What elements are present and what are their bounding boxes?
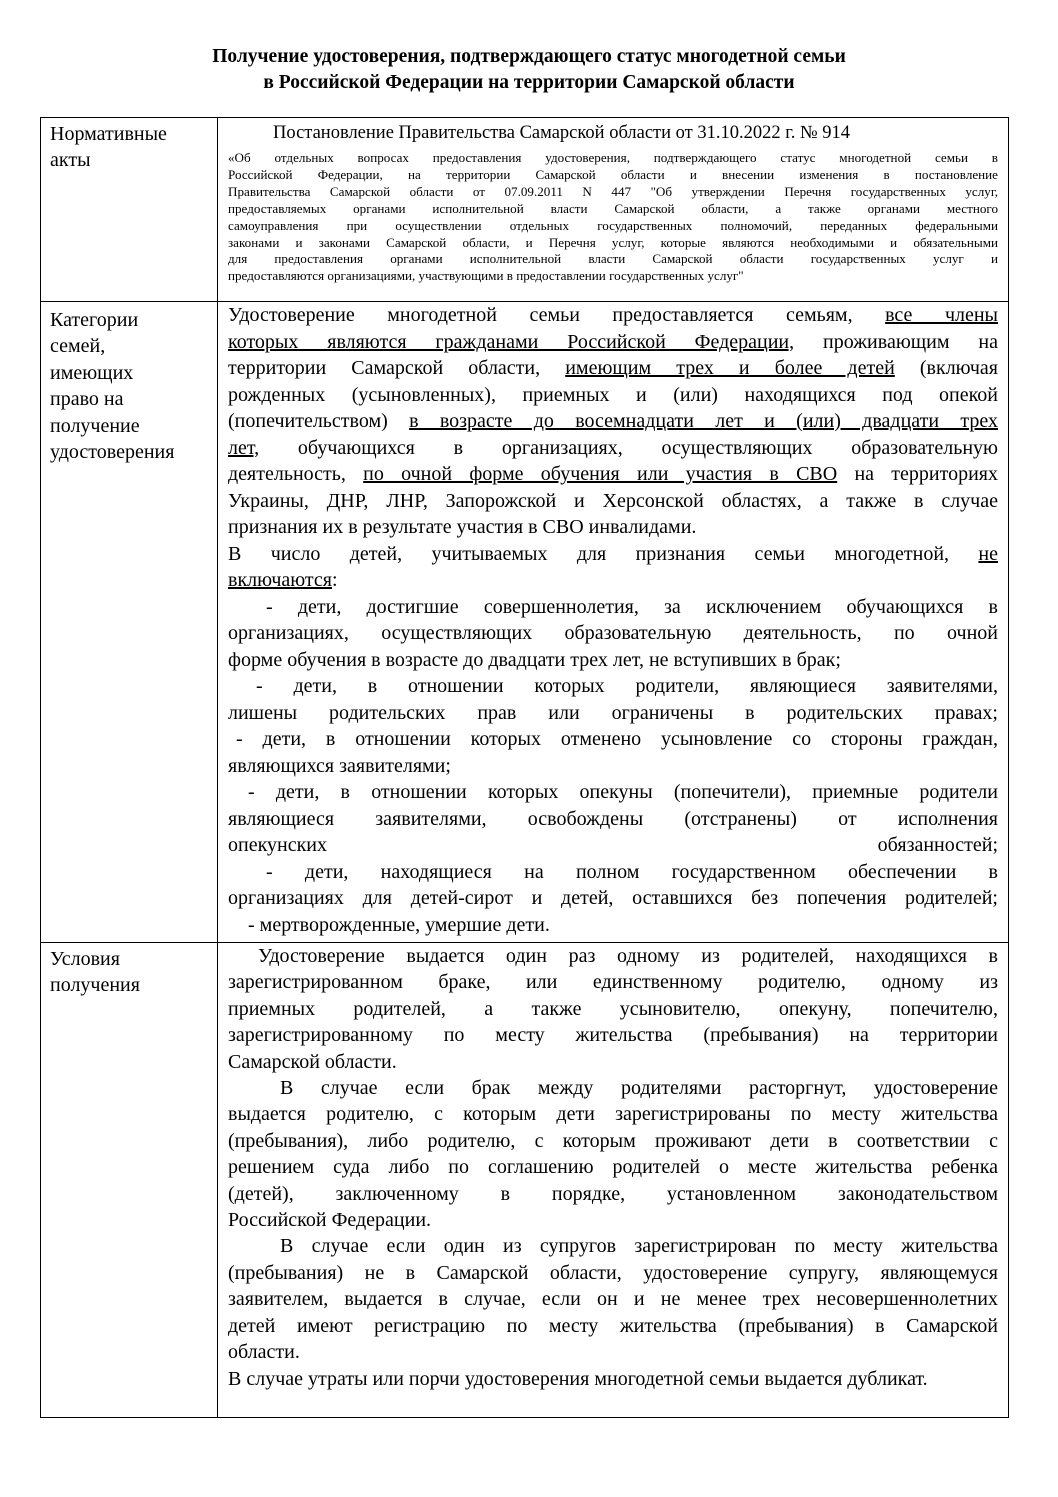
text-segment: (пребывания) не в Самарской области, удостоверение супругу, являющемуся <box>228 1261 998 1284</box>
text-line <box>228 673 998 700</box>
row-conditions <box>41 943 1009 1418</box>
text-line <box>228 329 998 356</box>
text-line <box>228 996 998 1022</box>
text-segment: решением суда либо по соглашению родителей о месте жительства ребенка <box>228 1156 998 1179</box>
text-segment: Удостоверение многодетной семьи предоставляется семьям, <box>228 304 886 326</box>
text-line <box>228 779 998 806</box>
text-line <box>228 541 998 568</box>
text-segment: зарегистрированному по месту жительства (пребывания) на территории <box>228 1024 998 1047</box>
text-segment: В случае если брак между родителями расторгнут, удостоверение <box>280 1077 998 1100</box>
text-segment: Российской Федерации. <box>228 1209 432 1232</box>
label-line: получение <box>50 414 140 437</box>
text-segment: на территориях <box>837 463 999 485</box>
text-segment: (детей), заключенному в порядке, установленном законодательством <box>228 1182 998 1205</box>
text-segment: территории Самарской области, <box>228 357 566 379</box>
text-line <box>228 726 998 753</box>
text-line <box>228 806 998 833</box>
text-segment: (пребывания), либо родителю, с которым проживают дети в соответствии с <box>228 1129 998 1152</box>
text-line <box>228 408 998 435</box>
text-segment: лишены родительских прав или ограничены в родительских правах; <box>228 701 998 724</box>
label-line: акты <box>50 149 91 172</box>
label-line: семей, <box>50 335 106 358</box>
title-line-2: в Российской Федерации на территории Самарской области <box>263 72 795 93</box>
text-line <box>228 461 998 488</box>
title-line-1: Получение удостоверения, подтверждающего статус многодетной семьи <box>212 46 846 67</box>
text-line <box>228 943 998 969</box>
text-line <box>228 620 998 647</box>
underlined-text: включаются <box>228 569 332 591</box>
text-line <box>228 594 998 621</box>
label-line: Категории <box>50 309 139 331</box>
text-line <box>228 567 998 594</box>
text-line <box>228 753 998 780</box>
categories-content <box>218 302 1009 943</box>
underlined-text: которых являются гражданами Российской Федерации, <box>228 330 795 353</box>
underlined-text: не <box>978 542 998 565</box>
text-line <box>228 514 998 541</box>
resolution-title: Постановление Правительства Самарской области от 31.10.2022 г. № 914 <box>273 123 851 143</box>
text-segment: - дети, в отношении которых родители, являющиеся заявителями, <box>256 675 998 697</box>
text-segment: (включая <box>894 357 998 379</box>
text-segment: - дети, в отношении которых отменено усыновление со стороны граждан, <box>236 728 998 750</box>
text-segment: зарегистрированном браке, или единственному родителю, одному из <box>228 971 998 994</box>
text-line <box>228 647 998 674</box>
text-segment: форме обучения в возрасте до двадцати трех лет, не вступивших в брак; <box>228 648 841 671</box>
text-segment: детей имеют регистрацию по месту жительства (пребывания) в Самарской <box>228 1314 998 1337</box>
label-acts <box>41 118 218 302</box>
description-line: «Об отдельных вопросах предоставления удостоверения, подтверждающего статус многодетной семьи в <box>228 150 998 165</box>
label-line: Нормативные <box>50 123 167 145</box>
text-line <box>228 1313 998 1339</box>
text-line <box>228 700 998 727</box>
text-segment: - дети, достигшие совершеннолетия, за исключением обучающихся в <box>266 595 998 618</box>
underlined-text: имеющим трех и более детей <box>565 357 895 379</box>
text-segment: приемных родителей, а также усыновителю, опекуну, попечителю, <box>228 997 998 1020</box>
page-title <box>0 44 1058 96</box>
text-line <box>228 302 998 329</box>
text-segment: В число детей, учитываемых для признания семьи многодетной, <box>228 542 979 565</box>
label-line: Условия <box>50 948 120 970</box>
label-line: имеющих <box>50 361 134 384</box>
underlined-text: в возрасте до восемнадцати лет и (или) двадцати трех <box>409 410 998 432</box>
text-segment: : <box>332 569 338 591</box>
description-line: самоуправления при осуществлении отдельных государственных полномочий, переданных федеральными <box>228 217 998 233</box>
text-line <box>228 1154 998 1180</box>
underlined-text: по очной форме обучения или участия в СВО <box>363 463 838 485</box>
text-segment: Удостоверение выдается один раз одному из родителей, находящихся в <box>258 945 998 967</box>
text-line <box>228 1075 998 1101</box>
underlined-text: все члены <box>885 304 998 326</box>
text-segment: деятельность, <box>228 463 364 485</box>
text-segment: - мертворожденные, умершие дети. <box>248 913 550 936</box>
text-line <box>228 382 998 409</box>
description-line: для предоставления органами исполнительной власти Самарской области государственных услуг и <box>228 251 998 267</box>
text-line <box>228 1181 998 1207</box>
text-segment: проживающим на <box>794 330 998 353</box>
label-line: удостоверения <box>50 441 175 464</box>
text-line <box>228 1339 998 1365</box>
text-segment: Украины, ДНР, ЛНР, Запорожской и Херсонской областях, а также в случае <box>228 489 998 512</box>
text-segment: В случае если один из супругов зарегистрирован по месту жительства <box>280 1235 998 1258</box>
text-line <box>228 1207 998 1233</box>
text-segment: обучающихся в организациях, осуществляющих образовательную <box>259 436 998 459</box>
description-line: предоставляются организациями, участвующими в предоставлении государственных услуг" <box>228 268 744 284</box>
text-line <box>228 488 998 515</box>
text-segment: заявителем, выдается в случае, если он и не менее трех несовершеннолетних <box>228 1288 998 1311</box>
label-line: право на <box>50 388 124 411</box>
text-segment: В случае утраты или порчи удостоверения многодетной семьи выдается дубликат. <box>228 1367 928 1390</box>
description-line: Правительства Самарской области от 07.09.2011 N 447 "Об утверждении Перечня государственных услуг, <box>228 183 998 199</box>
text-line <box>228 1022 998 1048</box>
text-segment: рожденных (усыновленных), приемных и (или) находящихся под опекой <box>228 383 998 406</box>
text-segment: организациях для детей-сирот и детей, оставшихся без попечения родителей; <box>228 887 998 909</box>
row-categories <box>41 302 1009 943</box>
label-conditions <box>41 943 218 1418</box>
text-line <box>228 912 998 939</box>
conditions-content <box>218 943 1009 1418</box>
text-segment: признания их в результате участия в СВО инвалидами. <box>228 516 697 538</box>
info-table <box>40 117 1009 1418</box>
text-segment: Самарской области. <box>228 1050 397 1073</box>
text-line <box>228 1049 998 1075</box>
description-line: законами и законами Самарской области, и Перечня услуг, которые являются необходимыми и обязательными <box>228 234 998 250</box>
text-line <box>228 1101 998 1127</box>
text-segment: выдается родителю, с которым дети зарегистрированы по месту жительства <box>228 1103 998 1126</box>
text-line <box>228 355 998 382</box>
text-segment: организациях, осуществляющих образовательную деятельность, по очной <box>228 622 998 644</box>
text-line <box>228 832 998 859</box>
underlined-text: лет, <box>228 436 260 459</box>
text-line <box>228 1128 998 1154</box>
text-line <box>228 859 998 886</box>
text-segment: опекунских обязанностей; <box>228 834 998 856</box>
text-line <box>228 1366 998 1392</box>
label-line: получения <box>50 974 140 997</box>
acts-content <box>218 118 1009 302</box>
text-segment: - дети, в отношении которых опекуны (попечители), приемные родители <box>248 781 998 803</box>
text-segment: области. <box>228 1341 300 1364</box>
row-acts <box>41 118 1009 302</box>
text-segment: - дети, находящиеся на полном государственном обеспечении в <box>266 860 998 883</box>
resolution-description <box>228 150 998 285</box>
description-line: предоставляемых органами исполнительной власти Самарской области, а также органами местного <box>228 200 998 216</box>
text-segment: являющиеся заявителями, освобождены (отстранены) от исполнения <box>228 807 998 830</box>
text-line <box>228 1286 998 1312</box>
description-line: Российской Федерации, на территории Самарской области и внесении изменения в постановление <box>228 166 998 182</box>
text-line <box>228 885 998 912</box>
text-line <box>228 969 998 995</box>
text-line <box>228 1260 998 1286</box>
text-line <box>228 435 998 462</box>
label-categories <box>41 302 218 943</box>
text-line <box>228 1233 998 1259</box>
text-segment: являющихся заявителями; <box>228 754 451 777</box>
text-segment: (попечительством) <box>228 410 410 432</box>
